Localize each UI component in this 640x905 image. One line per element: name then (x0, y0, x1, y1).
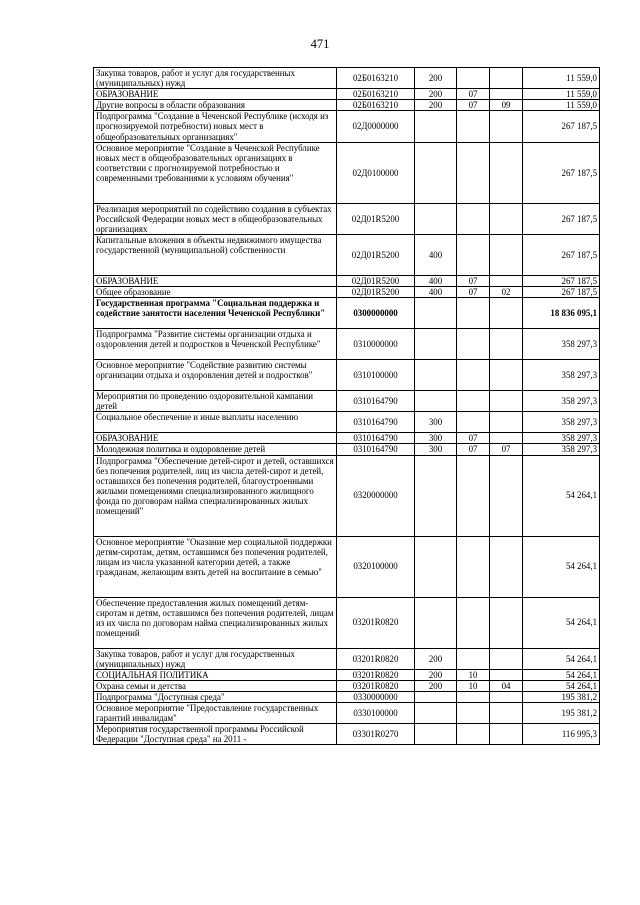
row-vr (415, 329, 457, 360)
table-row (94, 298, 600, 329)
row-name: Подпрограмма "Доступная среда" (94, 691, 337, 702)
row-amount: 11 559,0 (523, 100, 600, 111)
row-vr (415, 203, 457, 234)
table-row (94, 433, 600, 444)
row-rz (457, 455, 490, 536)
row-amount: 54 264,1 (523, 455, 600, 536)
row-amount: 54 264,1 (523, 680, 600, 691)
table-row (94, 724, 600, 745)
row-rz: 07 (457, 100, 490, 111)
row-rz (457, 111, 490, 142)
row-pr (490, 360, 523, 391)
row-amount: 54 264,1 (523, 669, 600, 680)
row-csr: 0310164790 (337, 412, 415, 433)
row-rz (457, 234, 490, 275)
row-rz (457, 142, 490, 203)
table-row (94, 455, 600, 536)
row-pr (490, 391, 523, 412)
row-pr (490, 275, 523, 286)
row-amount: 358 297,3 (523, 360, 600, 391)
row-name: Социальное обеспечение и иные выплаты населению (94, 412, 337, 433)
row-vr (415, 691, 457, 702)
row-pr (490, 691, 523, 702)
row-rz: 07 (457, 287, 490, 298)
row-vr (415, 536, 457, 597)
table-row (94, 203, 600, 234)
row-amount: 267 187,5 (523, 234, 600, 275)
row-vr: 200 (415, 68, 457, 89)
row-pr (490, 702, 523, 723)
row-name: ОБРАЗОВАНИЕ (94, 275, 337, 286)
table-row (94, 444, 600, 455)
row-name: ОБРАЗОВАНИЕ (94, 89, 337, 100)
row-name: ОБРАЗОВАНИЕ (94, 433, 337, 444)
row-rz: 07 (457, 444, 490, 455)
row-vr: 200 (415, 669, 457, 680)
row-name: Мероприятия государственной программы Российской Федерации "Доступная среда" на 2011 - (94, 724, 337, 745)
budget-table-body (94, 68, 600, 745)
row-csr: 02Б0163210 (337, 89, 415, 100)
row-vr (415, 142, 457, 203)
row-vr (415, 455, 457, 536)
row-name: СОЦИАЛЬНАЯ ПОЛИТИКА (94, 669, 337, 680)
row-name: Мероприятия по проведению оздоровительной кампании детей (94, 391, 337, 412)
row-pr (490, 433, 523, 444)
row-rz (457, 702, 490, 723)
row-amount: 358 297,3 (523, 444, 600, 455)
table-row (94, 412, 600, 433)
row-rz (457, 536, 490, 597)
table-row (94, 691, 600, 702)
table-row (94, 680, 600, 691)
row-rz (457, 329, 490, 360)
row-rz: 10 (457, 669, 490, 680)
row-amount: 358 297,3 (523, 412, 600, 433)
row-name: Основное мероприятие "Предоставление государственных гарантий инвалидам" (94, 702, 337, 723)
row-rz (457, 203, 490, 234)
row-csr: 0310164790 (337, 444, 415, 455)
table-row (94, 89, 600, 100)
row-amount: 267 187,5 (523, 111, 600, 142)
row-amount: 358 297,3 (523, 391, 600, 412)
row-vr: 300 (415, 444, 457, 455)
row-pr (490, 329, 523, 360)
row-name: Другие вопросы в области образования (94, 100, 337, 111)
row-amount: 116 995,3 (523, 724, 600, 745)
row-name: Подпрограмма "Создание в Чеченской Республике (исходя из прогнозируемой потребности) новых мест в общеобразовательных организациях" (94, 111, 337, 142)
row-amount: 11 559,0 (523, 68, 600, 89)
row-csr: 02Д01R5200 (337, 203, 415, 234)
row-pr (490, 597, 523, 648)
row-name: Подпрограмма "Обеспечение детей-сирот и детей, оставшихся без попечения родителей, лиц из числа детей-сирот и детей, оставшихся без попечения родителей, благоустроенными жилыми помещениями специализированного жилищного фонда по договорам найма специализированных жилых помещений" (94, 455, 337, 536)
row-vr (415, 597, 457, 648)
row-name: Капитальные вложения в объекты недвижимого имущества государственной (муниципальной) собственности (94, 234, 337, 275)
row-name: Государственная программа "Социальная поддержка и содействие занятости населения Чеченской Республики" (94, 298, 337, 329)
row-amount: 18 836 095,1 (523, 298, 600, 329)
row-csr: 02Б0163210 (337, 68, 415, 89)
table-row (94, 648, 600, 669)
row-pr (490, 142, 523, 203)
table-row (94, 597, 600, 648)
row-vr (415, 391, 457, 412)
row-name: Охрана семьи и детства (94, 680, 337, 691)
row-rz (457, 597, 490, 648)
row-pr (490, 724, 523, 745)
row-name: Обеспечение предоставления жилых помещений детям-сиротам и детям, оставшимся без попечения родителей, лицам из их числа по договорам найма специализированных жилых помещений (94, 597, 337, 648)
row-amount: 267 187,5 (523, 287, 600, 298)
row-csr: 02Д01R5200 (337, 287, 415, 298)
row-vr (415, 724, 457, 745)
row-vr: 200 (415, 680, 457, 691)
row-pr (490, 648, 523, 669)
row-amount: 267 187,5 (523, 275, 600, 286)
row-csr: 02Д0000000 (337, 111, 415, 142)
row-vr: 400 (415, 234, 457, 275)
row-pr (490, 203, 523, 234)
row-vr (415, 360, 457, 391)
row-rz: 07 (457, 433, 490, 444)
row-rz: 07 (457, 275, 490, 286)
row-csr: 03201R0820 (337, 648, 415, 669)
row-name: Основное мероприятие "Оказание мер социальной поддержки детям-сиротам, детям, оставшимся без попечения родителей, лицам из числа указанной категории детей, а также гражданам, желающим взять детей на воспитание в семью" (94, 536, 337, 597)
table-row (94, 669, 600, 680)
row-pr: 09 (490, 100, 523, 111)
row-rz (457, 412, 490, 433)
row-csr: 02Б0163210 (337, 100, 415, 111)
row-rz: 07 (457, 89, 490, 100)
table-row (94, 142, 600, 203)
row-csr: 02Д0100000 (337, 142, 415, 203)
row-pr (490, 234, 523, 275)
row-vr: 300 (415, 433, 457, 444)
row-csr: 03201R0820 (337, 669, 415, 680)
row-pr: 07 (490, 444, 523, 455)
row-amount: 195 381,2 (523, 691, 600, 702)
row-rz: 10 (457, 680, 490, 691)
row-rz (457, 691, 490, 702)
row-csr: 0330100000 (337, 702, 415, 723)
row-csr: 0310000000 (337, 329, 415, 360)
row-csr: 0320000000 (337, 455, 415, 536)
table-row (94, 275, 600, 286)
row-csr: 0300000000 (337, 298, 415, 329)
row-name: Общее образование (94, 287, 337, 298)
row-rz (457, 648, 490, 669)
table-row (94, 100, 600, 111)
row-amount: 358 297,3 (523, 433, 600, 444)
table-row (94, 391, 600, 412)
row-rz (457, 360, 490, 391)
table-row (94, 68, 600, 89)
row-csr: 0310100000 (337, 360, 415, 391)
table-row (94, 329, 600, 360)
row-amount: 11 559,0 (523, 89, 600, 100)
row-vr (415, 111, 457, 142)
table-row (94, 702, 600, 723)
row-name: Подпрограмма "Развитие системы организации отдыха и оздоровления детей и подростков в Чеченской Республике" (94, 329, 337, 360)
row-name: Основное мероприятие "Содействие развитию системы организации отдыха и оздоровления детей и подростков" (94, 360, 337, 391)
row-rz (457, 724, 490, 745)
table-row (94, 111, 600, 142)
row-pr (490, 669, 523, 680)
row-pr (490, 412, 523, 433)
table-row (94, 234, 600, 275)
table-row (94, 360, 600, 391)
row-pr: 04 (490, 680, 523, 691)
row-vr: 200 (415, 100, 457, 111)
row-csr: 02Д01R5200 (337, 234, 415, 275)
row-vr: 200 (415, 648, 457, 669)
row-csr: 0310164790 (337, 391, 415, 412)
row-amount: 54 264,1 (523, 536, 600, 597)
row-vr (415, 702, 457, 723)
row-amount: 54 264,1 (523, 597, 600, 648)
row-csr: 03201R0820 (337, 597, 415, 648)
row-amount: 267 187,5 (523, 142, 600, 203)
row-vr: 400 (415, 275, 457, 286)
row-rz (457, 391, 490, 412)
row-amount: 195 381,2 (523, 702, 600, 723)
row-pr: 02 (490, 287, 523, 298)
row-csr: 02Д01R5200 (337, 275, 415, 286)
row-pr (490, 111, 523, 142)
row-csr: 03301R0270 (337, 724, 415, 745)
row-amount: 267 187,5 (523, 203, 600, 234)
row-vr: 400 (415, 287, 457, 298)
budget-table (93, 67, 600, 745)
row-rz (457, 298, 490, 329)
row-rz (457, 68, 490, 89)
row-vr (415, 298, 457, 329)
row-name: Закупка товаров, работ и услуг для государственных (муниципальных) нужд (94, 648, 337, 669)
row-csr: 0310164790 (337, 433, 415, 444)
row-name: Молодежная политика и оздоровление детей (94, 444, 337, 455)
page-number: 471 (310, 37, 330, 51)
table-row (94, 536, 600, 597)
row-pr (490, 298, 523, 329)
row-pr (490, 455, 523, 536)
row-name: Основное мероприятие "Создание в Чеченской Республике новых мест в общеобразовательных организациях в соответствии с прогнозируемой потребностью и современными требованиями к условиям обучения" (94, 142, 337, 203)
row-pr (490, 536, 523, 597)
row-amount: 358 297,3 (523, 329, 600, 360)
row-vr: 300 (415, 412, 457, 433)
row-pr (490, 89, 523, 100)
row-amount: 54 264,1 (523, 648, 600, 669)
row-vr: 200 (415, 89, 457, 100)
row-pr (490, 68, 523, 89)
table-row (94, 287, 600, 298)
row-name: Закупка товаров, работ и услуг для государственных (муниципальных) нужд (94, 68, 337, 89)
row-csr: 03201R0820 (337, 680, 415, 691)
row-name: Реализация мероприятий по содействию создания в субъектах Российской Федерации новых мест в общеобразовательных организациях (94, 203, 337, 234)
row-csr: 0320100000 (337, 536, 415, 597)
row-csr: 0330000000 (337, 691, 415, 702)
